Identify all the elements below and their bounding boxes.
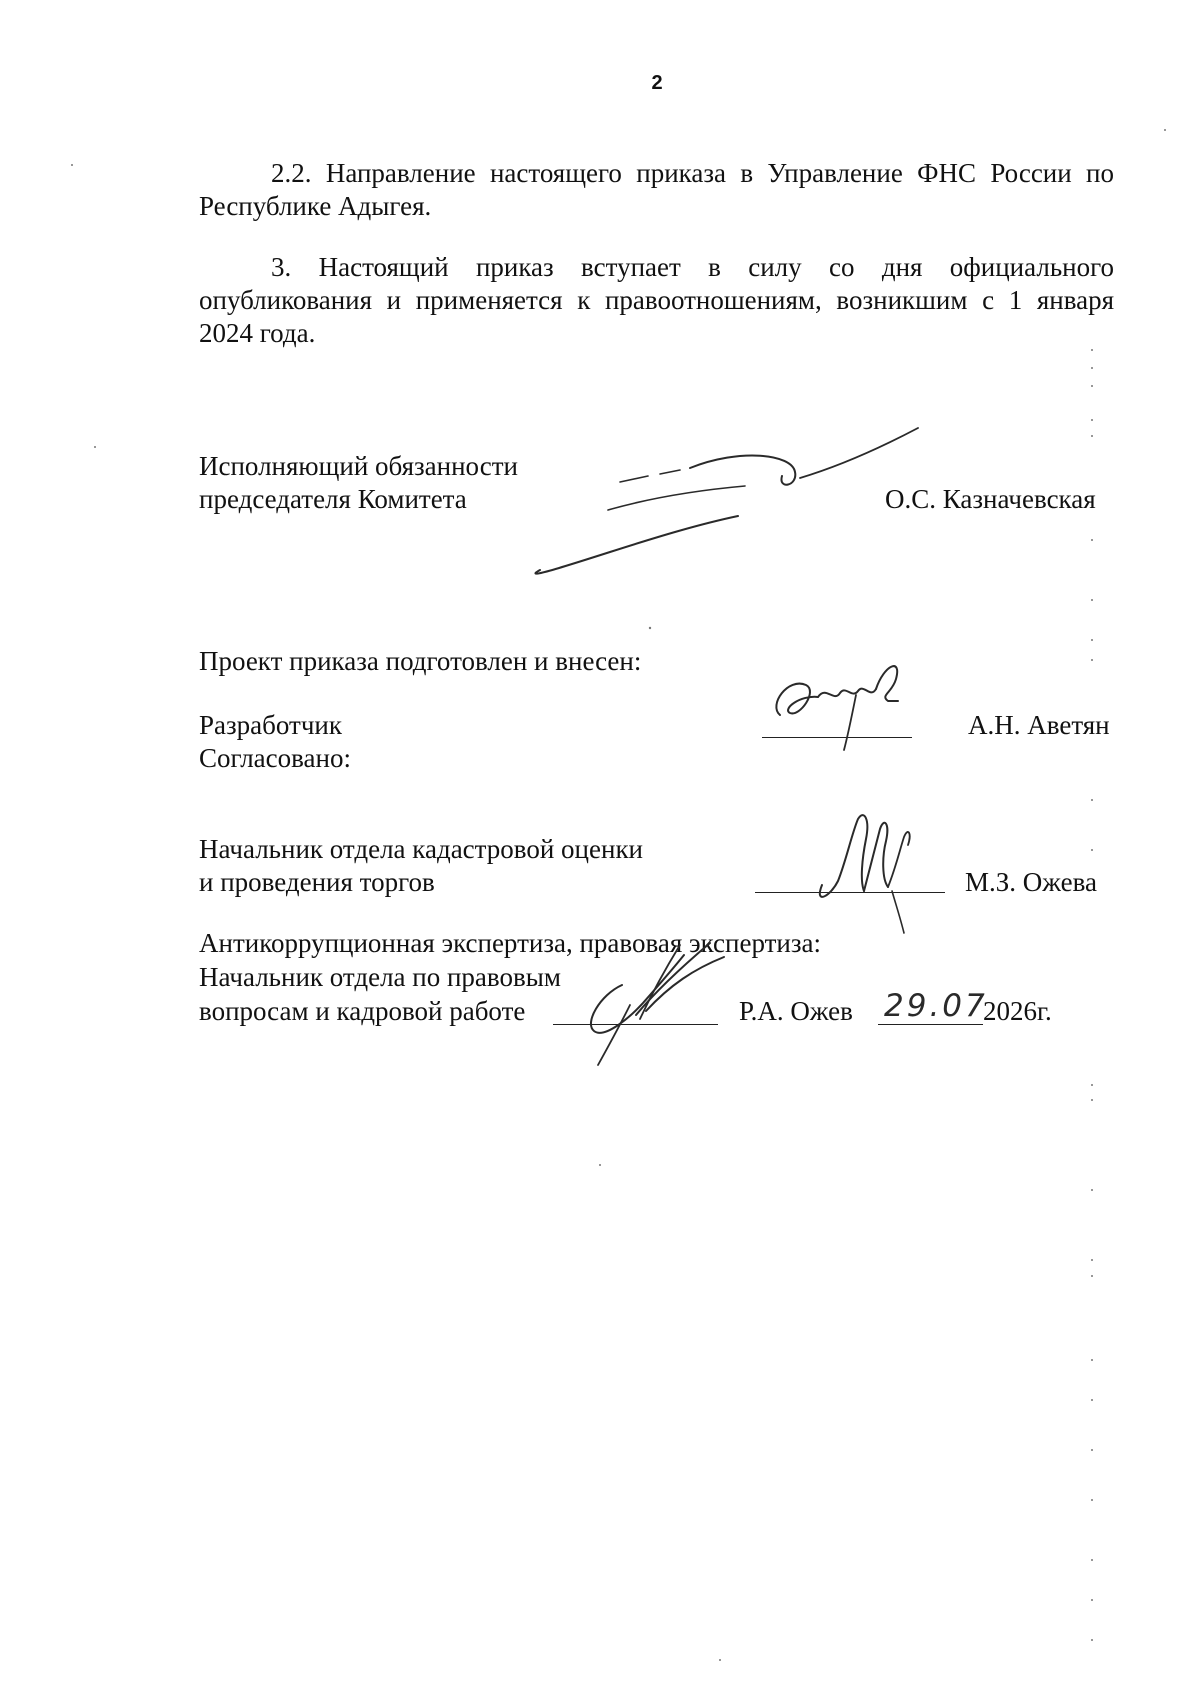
paragraph-3-line-1: 3. Настоящий приказ вступает в силу со дня официального [271,252,1114,282]
paragraph-3-line-3: 2024 года. [199,318,316,348]
paragraph-3-line-2: опубликования и применяется к правоотношениям, возникшим с 1 января [199,285,1114,315]
cadastre-name: М.З. Ожева [965,867,1097,897]
cadastre-position-line-1: Начальник отдела кадастровой оценки [199,834,644,864]
signatory-position-line-2: председателя Комитета [199,484,467,514]
developer-label: Разработчик [199,710,342,740]
date-handwritten: 29.07 [884,988,988,1024]
legal-header: Антикоррупционная экспертиза, правовая экспертиза: [199,928,822,958]
signatory-position-line-1: Исполняющий обязанности [199,451,518,481]
legal-position-line-2: вопросам и кадровой работе [199,996,526,1026]
paragraph-2-2-line-1: 2.2. Направление настоящего приказа в Управление ФНС России по [271,158,1114,188]
agreed-label: Согласовано: [199,743,351,773]
paragraph-2-2-line-2: Республике Адыгея. [199,191,432,221]
legal-position-line-1: Начальник отдела по правовым [199,962,561,992]
legal-name: Р.А. Ожев [739,996,853,1026]
developer-name: А.Н. Аветян [968,710,1110,740]
year-suffix: 2026г. [983,996,1052,1026]
project-header: Проект приказа подготовлен и внесен: [199,646,642,676]
signatory-name: О.С. Казначевская [885,484,1096,514]
cadastre-position-line-2: и проведения торгов [199,867,435,897]
page-number: 2 [651,72,663,94]
